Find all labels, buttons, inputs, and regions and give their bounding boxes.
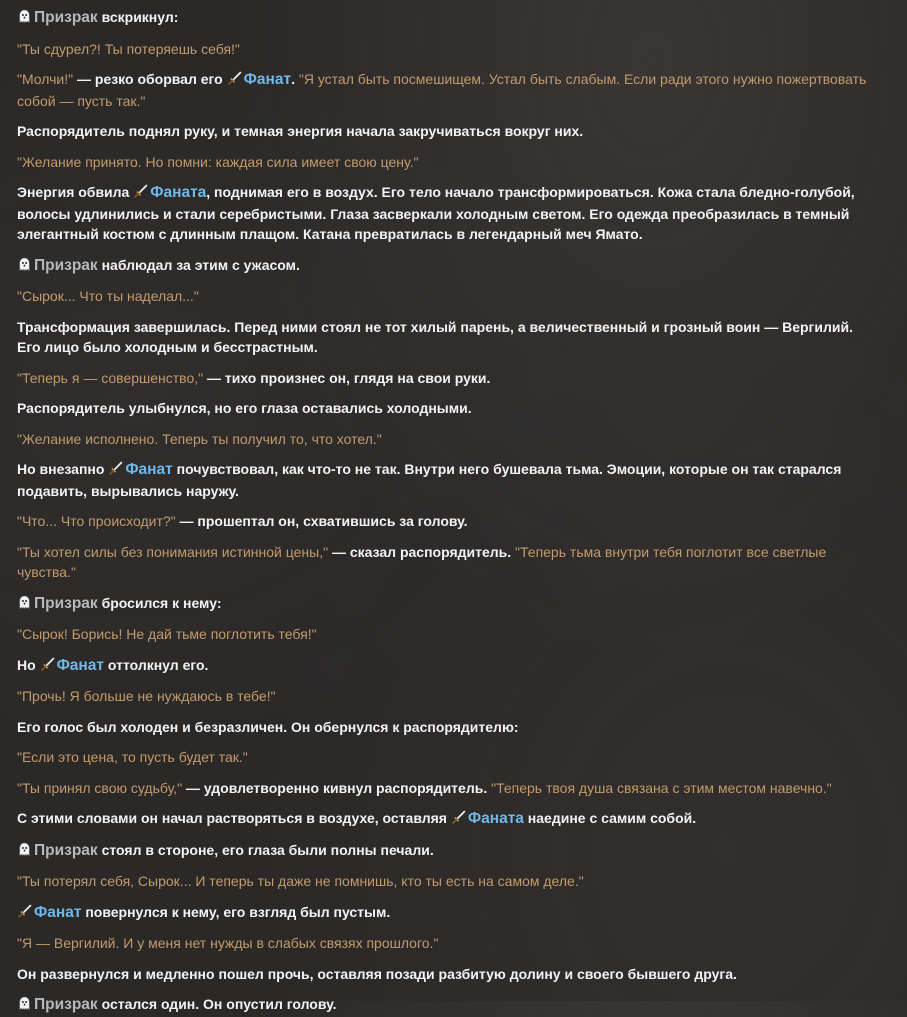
story-paragraph [17, 459, 877, 501]
ghost-icon [17, 595, 32, 610]
story-paragraph [17, 152, 877, 173]
dialogue-quote: "Ты потерял себя, Сырок... И теперь ты даже не помнишь, кто ты есть на самом деле." [17, 873, 584, 889]
story-paragraph [17, 686, 877, 707]
narration-text: остался один. Он опустил голову. [97, 996, 337, 1012]
narration-text: оттолкнул его. [104, 656, 209, 673]
narration-text: Энергия обвила [17, 184, 134, 200]
sword-icon [17, 904, 32, 919]
sword-icon [227, 71, 242, 86]
narration-text: — тихо произнес он, глядя на свои руки. [203, 369, 491, 386]
story-paragraph [17, 398, 877, 419]
sword-icon [451, 810, 466, 825]
story-paragraph [17, 182, 877, 245]
dialogue-quote: "Сырок! Борись! Не дай тьме поглотить тебя!" [17, 626, 317, 642]
narration-text: почувствовал, как что-то не так. Внутри него бушевала тьма. Эмоции, которые он так старался подавить, вырывались наружу. [17, 461, 842, 499]
sword-icon [133, 184, 148, 199]
dialogue-quote: "Молчи!" [17, 71, 74, 87]
character-name-ghost: Призрак [34, 594, 98, 612]
dialogue-quote: "Теперь тьма внутри тебя поглотит все светлые чувства." [17, 543, 827, 580]
story-paragraph [17, 368, 877, 389]
narration-text: С этими словами он начал растворяться в воздухе, оставляя [17, 810, 451, 826]
character-name-ghost: Призрак [34, 996, 98, 1013]
narration-text: — прошептал он, схватившись за голову. [175, 513, 468, 529]
dialogue-quote: "Желание принято. Но помни: каждая сила имеет свою цену." [17, 153, 419, 170]
ghost-icon [17, 996, 32, 1011]
story-paragraph [17, 871, 877, 892]
narration-text: Он развернулся и медленно пошел прочь, оставляя позади разбитую долину и своего бывшего друга. [17, 965, 737, 982]
story-paragraph [17, 7, 877, 29]
story-paragraph [17, 747, 877, 768]
character-name-ghost: Призрак [34, 256, 98, 274]
character-name-fan: Фанат [34, 903, 82, 921]
story-paragraph [17, 593, 877, 615]
narration-text: бросился к нему: [97, 594, 222, 611]
character-name-fan: Фаната [467, 810, 524, 827]
story-paragraph [17, 902, 877, 924]
narration-text: наблюдал за этим с ужасом. [97, 256, 300, 273]
story-paragraph [17, 429, 877, 450]
story-paragraph [17, 933, 877, 954]
narration-text: — резко оборвал его [73, 71, 227, 87]
narration-text: повернулся к нему, его взгляд был пустым. [81, 903, 391, 920]
character-name-fan: Фанат [243, 71, 292, 88]
ghost-icon [17, 9, 32, 24]
narration-text: , поднимая его в воздух. Его тело начало трансформироваться. Кожа стала бледно-голубой, волосы удлинились и стали серебристыми. Глаза засверкали холодным светом. Его одежда преобразилась в темный элегантный костюм с длинным плащом. Катана превратилась в легендарный меч Ямато. [17, 184, 855, 242]
narration-text: . [291, 71, 295, 87]
narration-text: Но внезапно [17, 461, 109, 477]
character-name-ghost: Призрак [34, 9, 98, 26]
dialogue-quote: "Теперь твоя душа связана с этим местом навечно." [487, 779, 832, 796]
dialogue-quote: "Что... Что происходит?" [17, 513, 176, 529]
ghost-icon [17, 257, 32, 272]
narration-text: стоял в стороне, его глаза были полны печали. [97, 841, 434, 858]
narration-text: — удовлетворенно кивнул распорядитель. [182, 779, 488, 796]
dialogue-quote: "Я — Вергилий. И у меня нет нужды в слабых связях прошлого." [17, 935, 439, 951]
dialogue-quote: "Если это цена, то пусть будет так." [17, 749, 248, 765]
dialogue-quote: "Прочь! Я больше не нуждаюсь в тебе!" [17, 688, 276, 704]
character-name-fan: Фанат [56, 656, 104, 674]
dialogue-quote: "Ты хотел силы без понимания истинной цены," [17, 543, 329, 560]
character-name-ghost: Призрак [34, 841, 98, 859]
narration-text: Но [17, 656, 40, 673]
dialogue-quote: "Я устал быть посмешищем. Устал быть слабым. Если ради этого нужно пожертвовать собой — пусть так." [17, 71, 867, 109]
dialogue-quote: "Желание исполнено. Теперь ты получил то, что хотел." [17, 430, 382, 447]
narration-text: наедине с самим собой. [523, 810, 697, 826]
ghost-icon [17, 842, 32, 857]
story-paragraph [17, 778, 877, 799]
story-paragraph [17, 286, 877, 307]
story-paragraph [17, 542, 877, 583]
story-paragraph [17, 964, 877, 985]
dialogue-quote: "Сырок... Что ты наделал..." [17, 288, 199, 304]
story-paragraph [17, 994, 877, 1016]
story-paragraph [17, 121, 877, 142]
narration-text: Распорядитель улыбнулся, но его глаза оставались холодными. [17, 400, 472, 416]
story-paragraph [17, 69, 877, 111]
narration-text: Его голос был холоден и безразличен. Он обернулся к распорядителю: [17, 718, 519, 735]
story-paragraph [17, 39, 877, 60]
story-paragraph [17, 511, 877, 532]
story-paragraph [17, 808, 877, 830]
dialogue-quote: "Теперь я — совершенство," [17, 369, 204, 386]
narration-text: Распорядитель поднял руку, и темная энергия начала закручиваться вокруг них. [17, 123, 584, 139]
narration-text: Трансформация завершилась. Перед ними стоял не тот хилый парень, а величественный и грозный воин — Вергилий. Его лицо было холодным и бесстрастным. [17, 318, 853, 355]
character-name-fan: Фаната [150, 184, 207, 201]
narration-text: — сказал распорядитель. [328, 543, 512, 560]
story-paragraph [17, 840, 877, 862]
dialogue-quote: "Ты сдурел?! Ты потеряешь себя!" [17, 40, 240, 57]
narration-text: вскрикнул: [97, 9, 179, 25]
story-paragraph [17, 717, 877, 738]
story-paragraph [17, 624, 877, 645]
sword-icon [40, 657, 55, 672]
story-paragraph [17, 317, 877, 358]
story-paragraph [17, 255, 877, 277]
sword-icon [108, 461, 123, 476]
story-paragraph [17, 655, 877, 677]
dialogue-quote: "Ты принял свою судьбу," [17, 779, 183, 796]
character-name-fan: Фанат [125, 461, 173, 478]
